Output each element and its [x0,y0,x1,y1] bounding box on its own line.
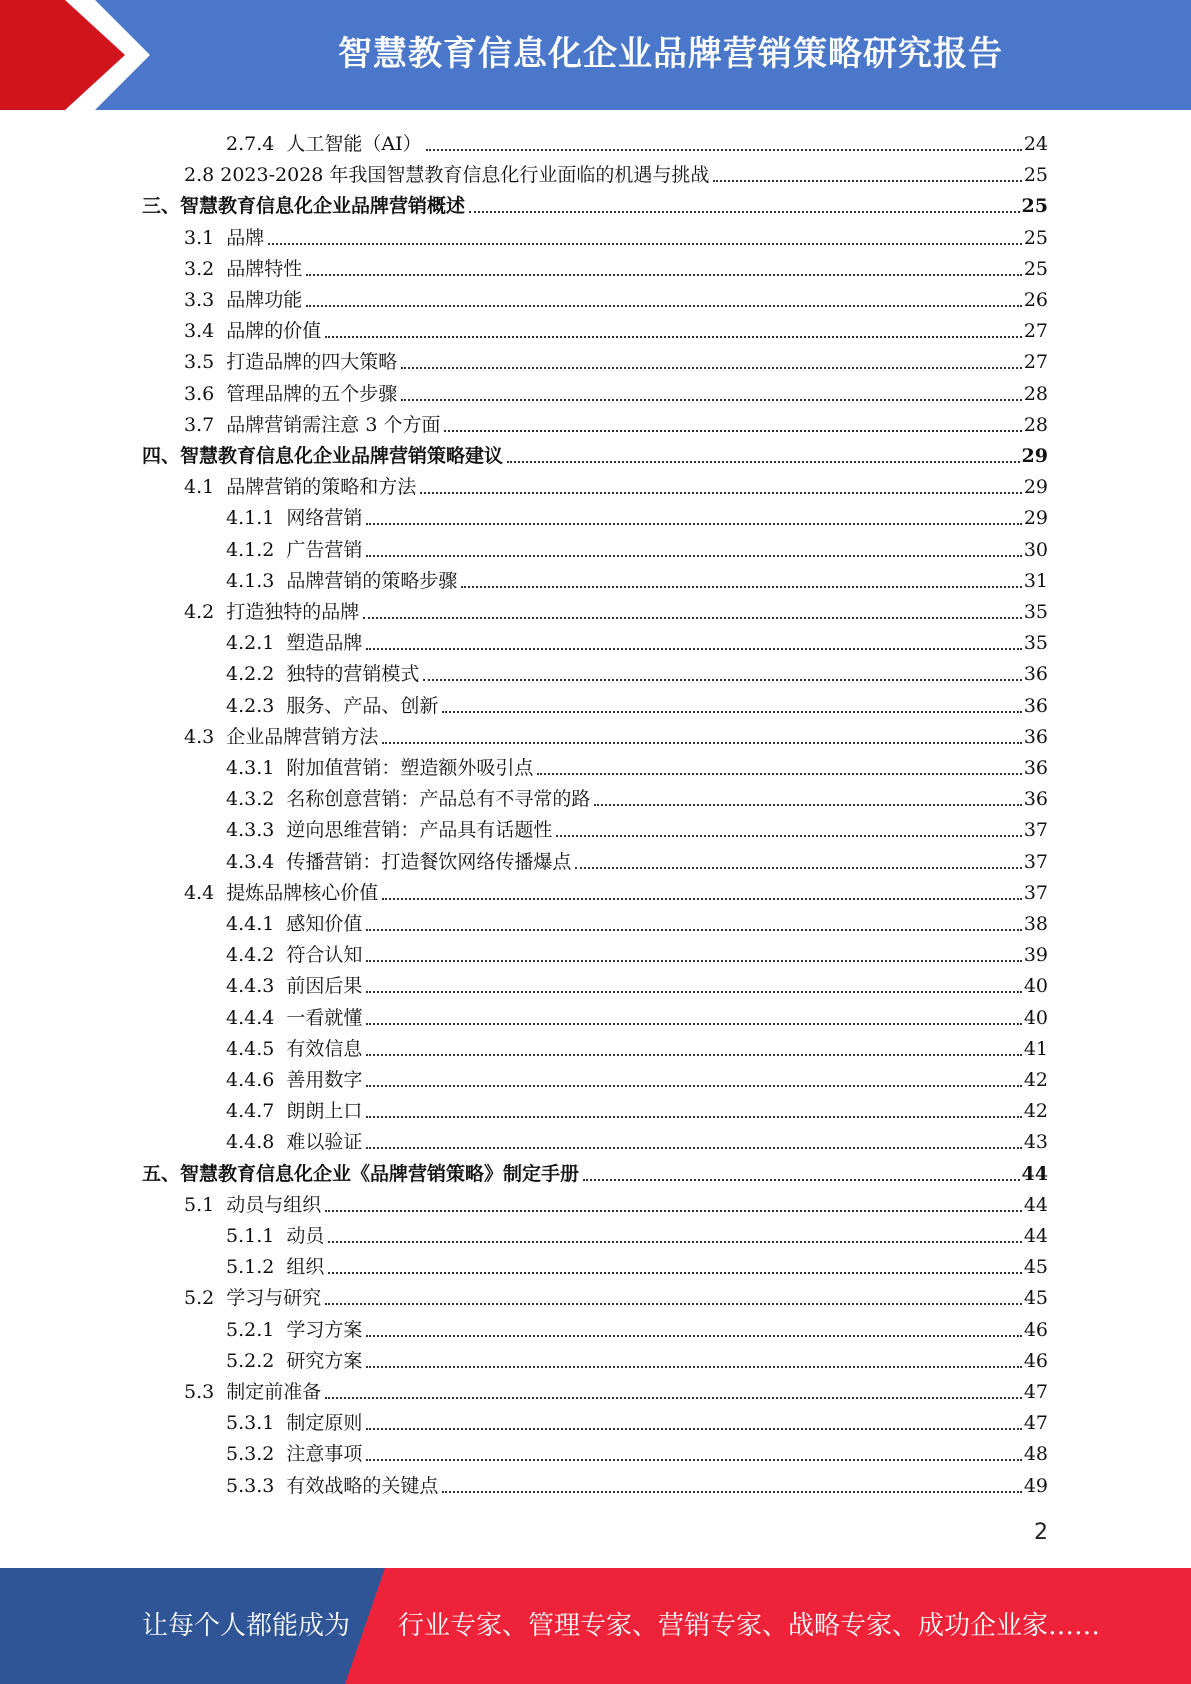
toc-entry-label: 4.3.1 附加值营销：塑造额外吸引点 [226,757,534,779]
toc-entry-label: 5.3.2 注意事项 [226,1443,363,1466]
toc-entry-page: 39 [1023,944,1048,967]
toc-dot-leader [363,616,1022,619]
toc-entry[interactable] [226,1470,1048,1498]
toc-entry-label: 4.4.5 有效信息 [226,1037,363,1060]
toc-entry-page: 27 [1023,351,1048,374]
toc-dot-leader [366,1084,1021,1087]
toc-entry-page: 46 [1023,1318,1048,1341]
toc-entry-label: 5.3 制定前准备 [184,1381,322,1403]
toc-entry-label: 4.3.3 逆向思维营销：产品具有话题性 [226,819,553,842]
toc-entry-page: 38 [1023,913,1048,935]
toc-entry-label: 5.1 动员与组织 [184,1193,322,1216]
toc-entry[interactable] [184,471,1048,499]
toc-entry-page: 28 [1023,413,1048,436]
toc-entry[interactable] [226,627,1048,655]
toc-entry-page: 28 [1023,382,1048,405]
toc-dot-leader [366,1115,1021,1118]
toc-entry[interactable] [184,1376,1048,1404]
toc-entry-label: 5.2 学习与研究 [184,1287,322,1310]
toc-dot-leader [366,1053,1021,1056]
toc-entry-label: 2.8 2023-2028 年我国智慧教育信息化行业面临的机遇与挑战 [184,164,710,187]
toc-dot-leader [469,210,1020,213]
toc-dot-leader [366,1365,1021,1368]
toc-entry-label: 3.5 打造品牌的四大策略 [184,351,398,374]
toc-dot-leader [382,897,1022,900]
toc-entry-label: 4.1 品牌营销的策略和方法 [184,476,417,499]
toc-entry-page: 29 [1021,445,1048,467]
toc-entry-page: 29 [1023,476,1048,499]
toc-entry-label: 4.4.1 感知价值 [226,913,363,935]
toc-dot-leader [444,429,1021,432]
toc-dot-leader [442,1490,1021,1493]
toc-entry[interactable] [184,1282,1048,1310]
toc-entry[interactable] [226,565,1048,593]
toc-entry[interactable] [226,1002,1048,1030]
toc-entry-label: 4.4.4 一看就懂 [226,1006,363,1029]
toc-dot-leader [401,366,1022,369]
toc-dot-leader [594,803,1021,806]
toc-dot-leader [423,678,1021,681]
toc-entry-label: 3.4 品牌的价值 [184,320,322,343]
toc-entry-label: 4.1.3 品牌营销的策略步骤 [226,569,458,592]
toc-entry-page: 25 [1023,226,1048,249]
toc-entry-page: 42 [1023,1100,1048,1123]
toc-entry-label: 2.7.4 人工智能（AI） [226,133,422,155]
toc-entry-page: 26 [1023,289,1048,311]
toc-entry[interactable] [226,658,1048,686]
toc-entry-page: 31 [1023,569,1048,592]
toc-entry[interactable] [226,752,1048,780]
toc-entry-label: 4.3.2 名称创意营销：产品总有不寻常的路 [226,788,591,811]
toc-dot-leader [325,1396,1022,1399]
toc-entry-page: 25 [1023,164,1048,187]
toc-entry-page: 40 [1023,975,1048,998]
footer-slogan-right: 行业专家、管理专家、营销专家、战略专家、成功企业家…… [398,1611,1101,1641]
toc-entry-page: 47 [1023,1381,1048,1403]
toc-entry-page: 29 [1023,507,1048,530]
toc-entry-page: 36 [1023,694,1048,717]
toc-entry-page: 44 [1023,1193,1048,1216]
toc-entry[interactable] [226,502,1048,530]
toc-entry[interactable] [226,814,1048,842]
toc-entry-page: 44 [1021,1162,1048,1185]
toc-entry-label: 4.4.2 符合认知 [226,944,363,967]
toc-entry[interactable] [142,1158,1048,1186]
toc-dot-leader [306,304,1022,307]
toc-entry[interactable] [226,908,1048,936]
toc-dot-leader [366,522,1021,525]
toc-entry-page: 25 [1023,257,1048,280]
toc-entry[interactable] [226,1220,1048,1248]
toc-entry[interactable] [184,159,1048,187]
toc-dot-leader [366,1458,1021,1461]
toc-entry-label: 4.2.1 塑造品牌 [226,632,363,655]
toc-entry-page: 40 [1023,1006,1048,1029]
toc-entry-page: 37 [1023,819,1048,842]
toc-entry-label: 4.1.2 广告营销 [226,538,363,561]
toc-entry-label: 5.2.2 研究方案 [226,1349,363,1372]
toc-entry-page: 36 [1023,663,1048,686]
toc-dot-leader [366,1146,1021,1149]
toc-entry[interactable] [184,346,1048,374]
toc-entry[interactable] [226,534,1048,562]
toc-entry-page: 37 [1023,850,1048,873]
toc-dot-leader [366,1022,1021,1025]
toc-entry-page: 36 [1023,757,1048,779]
toc-entry-label: 4.2 打造独特的品牌 [184,601,360,623]
toc-entry-page: 25 [1021,195,1048,218]
toc-entry-label: 五、智慧教育信息化企业《品牌营销策略》制定手册 [142,1162,580,1185]
toc-entry-page: 36 [1023,725,1048,748]
toc-entry-label: 4.4 提炼品牌核心价值 [184,881,379,904]
toc-entry-label: 5.1.1 动员 [226,1225,325,1247]
toc-entry[interactable] [226,939,1048,967]
toc-entry-page: 41 [1023,1037,1048,1060]
toc-entry-page: 46 [1023,1349,1048,1372]
toc-entry-label: 4.4.3 前因后果 [226,975,363,998]
toc-entry-label: 5.3.3 有效战略的关键点 [226,1474,439,1497]
toc-entry[interactable] [226,1345,1048,1373]
toc-entry-label: 4.2.3 服务、产品、创新 [226,694,439,717]
toc-entry[interactable] [184,378,1048,406]
toc-dot-leader [420,491,1022,494]
toc-entry[interactable] [226,1251,1048,1279]
toc-entry[interactable] [184,1189,1048,1217]
toc-entry-page: 48 [1023,1443,1048,1466]
toc-entry-label: 4.3 企业品牌营销方法 [184,725,379,748]
toc-entry[interactable] [184,284,1048,312]
toc-dot-leader [268,242,1022,245]
toc-entry-page: 24 [1023,133,1048,155]
toc-dot-leader [382,741,1022,744]
toc-entry[interactable] [226,970,1048,998]
toc-entry[interactable] [226,846,1048,874]
toc-entry-page: 27 [1023,320,1048,343]
toc-dot-leader [507,460,1020,463]
toc-dot-leader [401,398,1022,401]
toc-entry-page: 43 [1023,1131,1048,1154]
toc-entry[interactable] [226,1438,1048,1466]
toc-entry[interactable] [142,440,1048,468]
toc-dot-leader [713,179,1021,182]
toc-entry-label: 4.2.2 独特的营销模式 [226,663,420,686]
toc-entry[interactable] [226,128,1048,156]
toc-entry[interactable] [184,596,1048,624]
toc-entry-label: 5.2.1 学习方案 [226,1318,363,1341]
toc-dot-leader [306,273,1022,276]
toc-entry-page: 36 [1023,788,1048,811]
footer-slogan-left: 让每个人都能成为 [142,1611,351,1641]
toc-entry-page: 37 [1023,881,1048,904]
toc-entry[interactable] [184,409,1048,437]
toc-dot-leader [366,928,1021,931]
toc-entry-page: 45 [1023,1256,1048,1279]
toc-entry[interactable] [184,315,1048,343]
toc-dot-leader [328,1240,1021,1243]
toc-entry-label: 4.4.8 难以验证 [226,1131,363,1154]
toc-dot-leader [426,148,1022,151]
toc-dot-leader [575,866,1021,869]
toc-dot-leader [328,1271,1021,1274]
toc-entry-label: 3.6 管理品牌的五个步骤 [184,382,398,405]
header-title: 智慧教育信息化企业品牌营销策略研究报告 [338,34,1003,74]
toc-entry[interactable] [184,222,1048,250]
toc-entry[interactable] [226,690,1048,718]
toc-dot-leader [366,959,1021,962]
toc-entry-label: 4.4.7 朗朗上口 [226,1100,363,1123]
toc-entry-page: 47 [1023,1412,1048,1435]
toc-dot-leader [325,1209,1022,1212]
toc-entry[interactable] [226,783,1048,811]
toc-entry[interactable] [184,877,1048,905]
toc-entry[interactable] [226,1126,1048,1154]
toc-entry-label: 5.1.2 组织 [226,1256,325,1279]
toc-dot-leader [366,554,1021,557]
toc-entry-label: 3.7 品牌营销需注意 3 个方面 [184,413,441,436]
toc-dot-leader [537,772,1021,775]
page-number: 2 [1034,1520,1048,1545]
toc-entry-page: 45 [1023,1287,1048,1310]
toc-dot-leader [325,1302,1022,1305]
toc-entry-label: 4.1.1 网络营销 [226,507,363,530]
toc-entry[interactable] [184,253,1048,281]
toc-entry[interactable] [142,190,1048,218]
toc-entry-label: 4.4.6 善用数字 [226,1069,363,1091]
toc-entry-label: 4.3.4 传播营销：打造餐饮网络传播爆点 [226,850,572,873]
toc-dot-leader [583,1178,1020,1181]
toc-entry-label: 3.1 品牌 [184,226,265,249]
toc-dot-leader [366,647,1021,650]
toc-dot-leader [442,710,1021,713]
toc-entry[interactable] [226,1314,1048,1342]
toc-entry[interactable] [226,1033,1048,1061]
toc-dot-leader [366,990,1021,993]
toc-entry[interactable] [184,721,1048,749]
toc-dot-leader [366,1334,1021,1337]
toc-entry[interactable] [226,1407,1048,1435]
toc-entry-page: 35 [1023,632,1048,655]
toc-dot-leader [366,1427,1021,1430]
toc-dot-leader [325,335,1022,338]
toc-entry-label: 3.3 品牌功能 [184,289,303,311]
toc-entry-page: 35 [1023,601,1048,623]
toc-entry-label: 5.3.1 制定原则 [226,1412,363,1435]
toc-dot-leader [461,585,1021,588]
toc-entry-label: 四、智慧教育信息化企业品牌营销策略建议 [142,445,504,467]
toc-entry-label: 三、智慧教育信息化企业品牌营销概述 [142,195,466,218]
toc-entry-page: 44 [1023,1225,1048,1247]
toc-entry[interactable] [226,1064,1048,1092]
toc-dot-leader [556,834,1021,837]
toc-entry-label: 3.2 品牌特性 [184,257,303,280]
page-header [0,0,1191,110]
toc-entry-page: 30 [1023,538,1048,561]
toc-entry-page: 42 [1023,1069,1048,1091]
page-footer [0,1568,1191,1684]
toc-entry-page: 49 [1023,1474,1048,1497]
toc-entry[interactable] [226,1095,1048,1123]
